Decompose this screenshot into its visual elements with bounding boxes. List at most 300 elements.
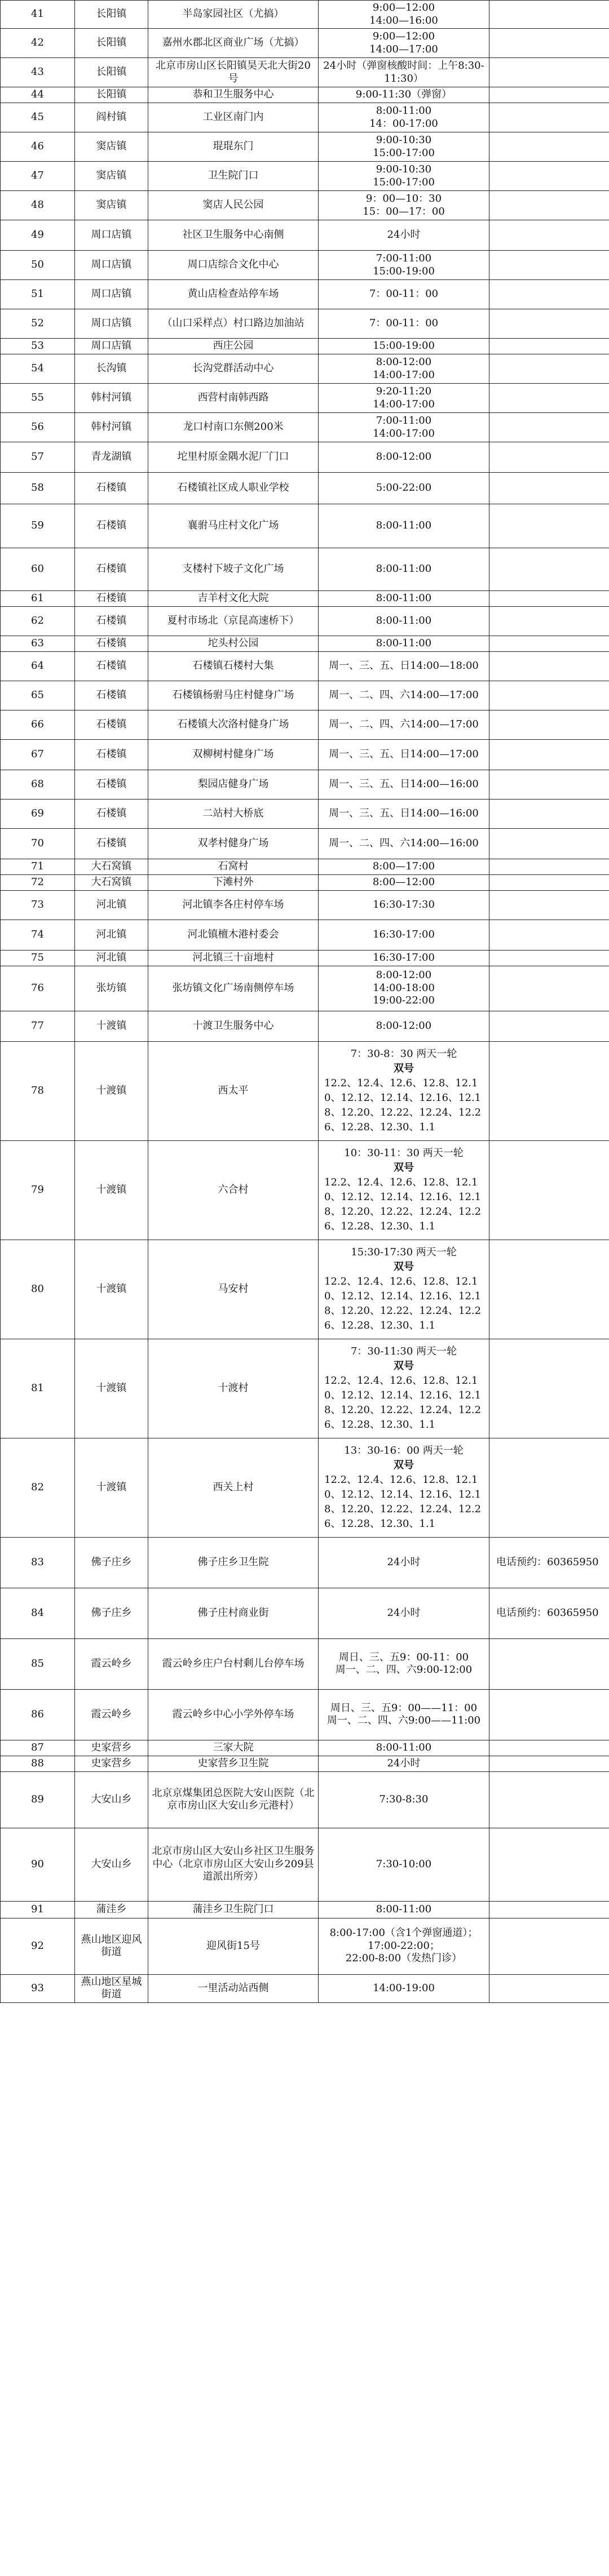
row-number: 58 bbox=[1, 473, 75, 504]
town-cell: 燕山地区迎风街道 bbox=[75, 1918, 148, 1974]
note-cell bbox=[489, 1339, 609, 1438]
table-row bbox=[1, 87, 609, 103]
time-cell bbox=[319, 1901, 489, 1918]
note-cell bbox=[489, 1041, 609, 1140]
note-cell bbox=[489, 1828, 609, 1901]
time-cell bbox=[319, 309, 489, 339]
time-cell bbox=[319, 442, 489, 473]
note-cell bbox=[489, 1140, 609, 1240]
note-cell bbox=[489, 103, 609, 132]
note-cell bbox=[489, 606, 609, 636]
table-row bbox=[1, 920, 609, 950]
note-cell bbox=[489, 251, 609, 280]
row-number: 55 bbox=[1, 384, 75, 413]
time-cell bbox=[319, 651, 489, 681]
row-number: 67 bbox=[1, 739, 75, 770]
row-number: 62 bbox=[1, 606, 75, 636]
note-cell bbox=[489, 504, 609, 548]
row-number: 73 bbox=[1, 890, 75, 920]
table-row bbox=[1, 1918, 609, 1974]
time-line: 周一、二、四、六9:00-12:00 bbox=[335, 1664, 473, 1676]
note-cell: 电话预约：60365950 bbox=[489, 1588, 609, 1638]
time-cell bbox=[319, 103, 489, 132]
town-cell: 石楼镇 bbox=[75, 504, 148, 548]
town-cell: 十渡镇 bbox=[75, 1041, 148, 1140]
time-line: 16:30-17:00 bbox=[373, 928, 435, 940]
row-number: 71 bbox=[1, 859, 75, 874]
time-line: 9:00-11:30（弹窗） bbox=[355, 88, 452, 101]
table-row bbox=[1, 473, 609, 504]
time-cell bbox=[319, 606, 489, 636]
note-cell bbox=[489, 1740, 609, 1756]
location-cell: 石楼镇大次洛村健身广场 bbox=[148, 710, 319, 739]
table-row bbox=[1, 799, 609, 828]
time-line: 14:00—16:00 bbox=[369, 14, 438, 26]
location-cell: 坨头村公园 bbox=[148, 636, 319, 651]
schedule-even: 双号 bbox=[394, 1260, 414, 1273]
time-cell bbox=[319, 504, 489, 548]
town-cell: 周口店镇 bbox=[75, 339, 148, 354]
time-cell bbox=[319, 132, 489, 162]
location-cell: 迎风街15号 bbox=[148, 1918, 319, 1974]
town-cell: 石楼镇 bbox=[75, 636, 148, 651]
time-line: 19:00-22:00 bbox=[373, 994, 435, 1007]
note-cell bbox=[489, 384, 609, 413]
table-row bbox=[1, 1771, 609, 1828]
location-cell: 龙口村南口东侧200米 bbox=[148, 413, 319, 442]
town-cell: 大石窝镇 bbox=[75, 874, 148, 890]
time-line: 8:00-12:00 bbox=[376, 356, 432, 368]
town-cell: 窦店镇 bbox=[75, 162, 148, 191]
location-cell: 夏村市场北（京昆高速桥下） bbox=[148, 606, 319, 636]
row-number: 88 bbox=[1, 1756, 75, 1771]
time-cell bbox=[319, 1638, 489, 1689]
row-number: 89 bbox=[1, 1771, 75, 1828]
note-cell bbox=[489, 1638, 609, 1689]
town-cell: 石楼镇 bbox=[75, 681, 148, 710]
time-line: 14:00-19:00 bbox=[373, 1982, 435, 1994]
table-row bbox=[1, 384, 609, 413]
location-cell: 卫生院门口 bbox=[148, 162, 319, 191]
time-line: 24小时 bbox=[387, 229, 421, 241]
town-cell: 石楼镇 bbox=[75, 799, 148, 828]
note-cell bbox=[489, 859, 609, 874]
note-cell bbox=[489, 874, 609, 890]
row-number: 85 bbox=[1, 1638, 75, 1689]
row-number: 44 bbox=[1, 87, 75, 103]
note-cell bbox=[489, 636, 609, 651]
row-number: 59 bbox=[1, 504, 75, 548]
town-cell: 石楼镇 bbox=[75, 739, 148, 770]
table-row bbox=[1, 710, 609, 739]
time-cell bbox=[319, 710, 489, 739]
time-cell bbox=[319, 413, 489, 442]
town-cell: 蒲洼乡 bbox=[75, 1901, 148, 1918]
location-cell: 霞云岭乡中心小学外停车场 bbox=[148, 1689, 319, 1740]
table-row bbox=[1, 58, 609, 87]
table-row bbox=[1, 1041, 609, 1140]
time-line: 24小时 bbox=[387, 1556, 421, 1568]
town-cell: 石楼镇 bbox=[75, 606, 148, 636]
time-line: 周日、三、五9：00——11：00 bbox=[330, 1702, 478, 1714]
time-cell bbox=[319, 799, 489, 828]
time-cell bbox=[319, 220, 489, 251]
location-cell: 周口店综合文化中心 bbox=[148, 251, 319, 280]
table-row bbox=[1, 1756, 609, 1771]
town-cell: 十渡镇 bbox=[75, 1140, 148, 1240]
note-cell bbox=[489, 1240, 609, 1339]
town-cell: 韩村河镇 bbox=[75, 413, 148, 442]
schedule-dates: 12.2、12.4、12.6、12.8、12.10、12.12、12.14、12.16、12.18、12.20、12.22、12.24、12.26、12.28、12.30、1.1 bbox=[324, 1176, 482, 1233]
location-cell: 石楼镇社区成人职业学校 bbox=[148, 473, 319, 504]
table-row bbox=[1, 770, 609, 799]
time-line: 14:00—17:00 bbox=[369, 43, 438, 55]
time-line: 15：00—17：00 bbox=[363, 205, 445, 217]
note-cell bbox=[489, 29, 609, 58]
time-line: 16:30-17:00 bbox=[373, 951, 435, 963]
note-cell bbox=[489, 339, 609, 354]
row-number: 41 bbox=[1, 1, 75, 29]
location-cell: 河北镇檀木港村委会 bbox=[148, 920, 319, 950]
note-cell bbox=[489, 1689, 609, 1740]
time-line: 15:00-19:00 bbox=[373, 265, 435, 277]
time-line: 9:00-10:30 bbox=[376, 134, 432, 146]
schedule-dates: 12.2、12.4、12.6、12.8、12.10、12.12、12.14、12.16、12.18、12.20、12.22、12.24、12.26、12.28、12.30、1.1 bbox=[324, 1374, 482, 1431]
time-cell bbox=[319, 384, 489, 413]
location-cell: 社区卫生服务中心南侧 bbox=[148, 220, 319, 251]
note-cell bbox=[489, 191, 609, 220]
note-cell bbox=[489, 828, 609, 859]
note-cell bbox=[489, 770, 609, 799]
table-row bbox=[1, 504, 609, 548]
town-cell: 大安山乡 bbox=[75, 1771, 148, 1828]
town-cell: 窦店镇 bbox=[75, 132, 148, 162]
time-cell bbox=[319, 920, 489, 950]
location-cell: 双孝村健身广场 bbox=[148, 828, 319, 859]
row-number: 83 bbox=[1, 1537, 75, 1588]
time-cell bbox=[319, 29, 489, 58]
time-cell bbox=[319, 681, 489, 710]
row-number: 51 bbox=[1, 280, 75, 309]
table-row bbox=[1, 739, 609, 770]
row-number: 64 bbox=[1, 651, 75, 681]
town-cell: 长阳镇 bbox=[75, 29, 148, 58]
note-cell bbox=[489, 1438, 609, 1537]
time-cell bbox=[319, 739, 489, 770]
town-cell: 韩村河镇 bbox=[75, 384, 148, 413]
table-row bbox=[1, 966, 609, 1011]
table-row bbox=[1, 548, 609, 591]
schedule-even: 双号 bbox=[394, 1459, 414, 1471]
time-line: 8:00—17:00 bbox=[372, 860, 435, 872]
time-cell bbox=[319, 251, 489, 280]
row-number: 90 bbox=[1, 1828, 75, 1901]
row-number: 48 bbox=[1, 191, 75, 220]
location-cell: 窦店人民公园 bbox=[148, 191, 319, 220]
time-cell bbox=[319, 1756, 489, 1771]
time-line: 周一、二、四、六14:00—16:00 bbox=[329, 837, 479, 849]
note-cell bbox=[489, 799, 609, 828]
row-number: 74 bbox=[1, 920, 75, 950]
town-cell: 石楼镇 bbox=[75, 591, 148, 607]
location-cell: 西庄公园 bbox=[148, 339, 319, 354]
time-line: 9:00-10:30 bbox=[376, 163, 432, 175]
location-cell: 石窝村 bbox=[148, 859, 319, 874]
location-cell: 十渡卫生服务中心 bbox=[148, 1011, 319, 1041]
time-line: 22:00-8:00（发热门诊） bbox=[345, 1952, 462, 1965]
note-cell bbox=[489, 87, 609, 103]
town-cell: 十渡镇 bbox=[75, 1240, 148, 1339]
town-cell: 石楼镇 bbox=[75, 473, 148, 504]
time-cell bbox=[319, 339, 489, 354]
table-row bbox=[1, 162, 609, 191]
location-cell: 十渡村 bbox=[148, 1339, 319, 1438]
location-cell: 嘉州水郡北区商业广场（尤搞） bbox=[148, 29, 319, 58]
note-cell bbox=[489, 1756, 609, 1771]
town-cell: 长沟镇 bbox=[75, 354, 148, 384]
table-row bbox=[1, 280, 609, 309]
row-number: 47 bbox=[1, 162, 75, 191]
location-cell: 西营村南韩西路 bbox=[148, 384, 319, 413]
time-line: 16:30-17:30 bbox=[373, 898, 435, 911]
time-line: 周一、二、四、六9:00——11:00 bbox=[326, 1715, 481, 1726]
row-number: 56 bbox=[1, 413, 75, 442]
time-line: 8:00-11:00 bbox=[376, 1903, 432, 1915]
table-body bbox=[1, 1, 609, 2003]
location-cell: 琨琨东门 bbox=[148, 132, 319, 162]
table-row bbox=[1, 1740, 609, 1756]
location-cell: 霞云岭乡庄户台村剩儿台停车场 bbox=[148, 1638, 319, 1689]
time-line: 8:00-12:00 bbox=[376, 969, 432, 981]
time-line: 24小时（弹窗核酸时间：上午8:30-11:30） bbox=[323, 60, 484, 85]
table-row bbox=[1, 636, 609, 651]
time-line: 7：00-11：00 bbox=[369, 317, 439, 330]
town-cell: 石楼镇 bbox=[75, 710, 148, 739]
location-cell: 北京市房山区大安山乡社区卫生服务中心（北京市房山区大安山乡209县道派出所旁） bbox=[148, 1828, 319, 1901]
location-cell: 张坊镇文化广场南侧停车场 bbox=[148, 966, 319, 1011]
table-row bbox=[1, 1, 609, 29]
schedule-cell bbox=[319, 1140, 489, 1240]
note-cell bbox=[489, 442, 609, 473]
table-row bbox=[1, 220, 609, 251]
note-cell bbox=[489, 966, 609, 1011]
town-cell: 阎村镇 bbox=[75, 103, 148, 132]
time-cell bbox=[319, 191, 489, 220]
town-cell: 长阳镇 bbox=[75, 87, 148, 103]
row-number: 70 bbox=[1, 828, 75, 859]
time-line: 周一、三、五、日14:00—16:00 bbox=[329, 778, 479, 790]
time-line: 7:30-8:30 bbox=[379, 1793, 429, 1805]
note-cell bbox=[489, 473, 609, 504]
location-cell: 下滩村外 bbox=[148, 874, 319, 890]
row-number: 60 bbox=[1, 548, 75, 591]
table-row bbox=[1, 1828, 609, 1901]
table-row bbox=[1, 29, 609, 58]
location-cell: 六合村 bbox=[148, 1140, 319, 1240]
schedule-dates: 12.2、12.4、12.6、12.8、12.10、12.12、12.14、12.16、12.18、12.20、12.22、12.24、12.26、12.28、12.30、1.1 bbox=[324, 1275, 482, 1332]
row-number: 68 bbox=[1, 770, 75, 799]
note-cell bbox=[489, 413, 609, 442]
time-line: 8:00-12:00 bbox=[376, 451, 432, 463]
row-number: 54 bbox=[1, 354, 75, 384]
time-line: 8:00-11:00 bbox=[376, 563, 432, 575]
row-number: 86 bbox=[1, 1689, 75, 1740]
location-cell: 工业区南门内 bbox=[148, 103, 319, 132]
time-line: 14：00-17:00 bbox=[369, 117, 438, 130]
time-line: 24小时 bbox=[387, 1757, 421, 1769]
town-cell: 十渡镇 bbox=[75, 1339, 148, 1438]
note-cell bbox=[489, 890, 609, 920]
schedule-cell bbox=[319, 1041, 489, 1140]
table-row bbox=[1, 1689, 609, 1740]
location-cell: 西太平 bbox=[148, 1041, 319, 1140]
table-row bbox=[1, 1140, 609, 1240]
time-cell bbox=[319, 1828, 489, 1901]
schedule-head: 10：30-11：30 两天一轮 bbox=[344, 1147, 464, 1159]
time-line: 14:00-17:00 bbox=[373, 427, 435, 439]
table-row bbox=[1, 828, 609, 859]
row-number: 65 bbox=[1, 681, 75, 710]
time-line: 周一、三、五、日14:00—18:00 bbox=[329, 659, 479, 672]
table-row bbox=[1, 1974, 609, 2002]
time-cell bbox=[319, 966, 489, 1011]
note-cell bbox=[489, 58, 609, 87]
town-cell: 十渡镇 bbox=[75, 1011, 148, 1041]
time-line: 9:00—12:00 bbox=[372, 30, 435, 42]
location-cell: 佛子庄村商业街 bbox=[148, 1588, 319, 1638]
time-line: 周一、三、五、日14:00—17:00 bbox=[329, 748, 479, 760]
table-row bbox=[1, 103, 609, 132]
note-cell bbox=[489, 681, 609, 710]
time-cell bbox=[319, 280, 489, 309]
note-cell bbox=[489, 132, 609, 162]
time-cell bbox=[319, 890, 489, 920]
table-row bbox=[1, 859, 609, 874]
table-row bbox=[1, 591, 609, 607]
row-number: 72 bbox=[1, 874, 75, 890]
row-number: 80 bbox=[1, 1240, 75, 1339]
row-number: 91 bbox=[1, 1901, 75, 1918]
time-line: 14:00-17:00 bbox=[373, 398, 435, 410]
time-line: 7：00-11：00 bbox=[369, 288, 439, 300]
time-line: 9：00—10：30 bbox=[365, 193, 442, 205]
table-row bbox=[1, 1638, 609, 1689]
town-cell: 佛子庄乡 bbox=[75, 1588, 148, 1638]
row-number: 87 bbox=[1, 1740, 75, 1756]
time-line: 9:00—12:00 bbox=[372, 2, 435, 14]
time-line: 15:00-17:00 bbox=[373, 146, 435, 159]
location-cell: 长沟党群活动中心 bbox=[148, 354, 319, 384]
time-line: 周一、二、四、六14:00—17:00 bbox=[329, 689, 479, 701]
table-row bbox=[1, 1011, 609, 1041]
town-cell: 石楼镇 bbox=[75, 548, 148, 591]
time-line: 7:30-10:00 bbox=[376, 1858, 432, 1870]
location-cell: 北京京煤集团总医院大安山医院（北京市房山区大安山乡元港村） bbox=[148, 1771, 319, 1828]
town-cell: 燕山地区星城街道 bbox=[75, 1974, 148, 2002]
town-cell: 周口店镇 bbox=[75, 280, 148, 309]
time-line: 7:00-11:00 bbox=[376, 415, 432, 427]
table-row bbox=[1, 1588, 609, 1638]
town-cell: 周口店镇 bbox=[75, 309, 148, 339]
note-cell bbox=[489, 651, 609, 681]
note-cell bbox=[489, 710, 609, 739]
row-number: 57 bbox=[1, 442, 75, 473]
location-cell: 恭和卫生服务中心 bbox=[148, 87, 319, 103]
town-cell: 霞云岭乡 bbox=[75, 1638, 148, 1689]
table-row bbox=[1, 890, 609, 920]
location-cell: 马安村 bbox=[148, 1240, 319, 1339]
location-cell: 西关上村 bbox=[148, 1438, 319, 1537]
table-row bbox=[1, 1240, 609, 1339]
town-cell: 霞云岭乡 bbox=[75, 1689, 148, 1740]
time-line: 17:00-22:00； bbox=[368, 1939, 440, 1952]
note-cell bbox=[489, 1011, 609, 1041]
time-cell bbox=[319, 591, 489, 607]
time-cell bbox=[319, 87, 489, 103]
schedule-head: 7：30-8：30 两天一轮 bbox=[350, 1047, 457, 1060]
note-cell bbox=[489, 591, 609, 607]
table-row bbox=[1, 1339, 609, 1438]
row-number: 82 bbox=[1, 1438, 75, 1537]
location-cell: 襄驸马庄村文化广场 bbox=[148, 504, 319, 548]
row-number: 76 bbox=[1, 966, 75, 1011]
town-cell: 石楼镇 bbox=[75, 651, 148, 681]
row-number: 63 bbox=[1, 636, 75, 651]
row-number: 79 bbox=[1, 1140, 75, 1240]
town-cell: 大石窝镇 bbox=[75, 859, 148, 874]
table-row bbox=[1, 1537, 609, 1588]
note-cell bbox=[489, 354, 609, 384]
town-cell: 大安山乡 bbox=[75, 1828, 148, 1901]
note-cell bbox=[489, 162, 609, 191]
table-row bbox=[1, 442, 609, 473]
location-cell: 河北镇李各庄村停车场 bbox=[148, 890, 319, 920]
town-cell: 周口店镇 bbox=[75, 251, 148, 280]
row-number: 77 bbox=[1, 1011, 75, 1041]
time-line: 周一、三、五、日14:00—16:00 bbox=[329, 807, 479, 819]
location-cell: （山口采样点）村口路边加油站 bbox=[148, 309, 319, 339]
time-line: 7:00-11:00 bbox=[376, 252, 432, 264]
note-cell bbox=[489, 309, 609, 339]
note-cell bbox=[489, 1918, 609, 1974]
row-number: 69 bbox=[1, 799, 75, 828]
time-line: 8:00-11:00 bbox=[376, 637, 432, 649]
time-line: 8:00—12:00 bbox=[372, 876, 435, 888]
location-cell: 支楼村下坡子文化广场 bbox=[148, 548, 319, 591]
location-cell: 二站村大桥底 bbox=[148, 799, 319, 828]
town-cell: 青龙湖镇 bbox=[75, 442, 148, 473]
note-cell bbox=[489, 920, 609, 950]
schedule-cell bbox=[319, 1339, 489, 1438]
note-cell bbox=[489, 950, 609, 966]
location-cell: 坨里村原金隅水泥厂门口 bbox=[148, 442, 319, 473]
note-cell bbox=[489, 220, 609, 251]
row-number: 61 bbox=[1, 591, 75, 607]
location-cell: 三家大院 bbox=[148, 1740, 319, 1756]
time-line: 9:20-11:20 bbox=[376, 385, 432, 397]
note-cell bbox=[489, 739, 609, 770]
row-number: 50 bbox=[1, 251, 75, 280]
row-number: 42 bbox=[1, 29, 75, 58]
table-row bbox=[1, 309, 609, 339]
schedule-head: 13：30-16：00 两天一轮 bbox=[344, 1444, 464, 1456]
schedule-head: 7：30-11:30 两天一轮 bbox=[350, 1345, 457, 1357]
location-cell: 蒲洼乡卫生院门口 bbox=[148, 1901, 319, 1918]
row-number: 84 bbox=[1, 1588, 75, 1638]
time-line: 8:00-11:00 bbox=[376, 614, 432, 627]
time-cell bbox=[319, 1588, 489, 1638]
town-cell: 张坊镇 bbox=[75, 966, 148, 1011]
